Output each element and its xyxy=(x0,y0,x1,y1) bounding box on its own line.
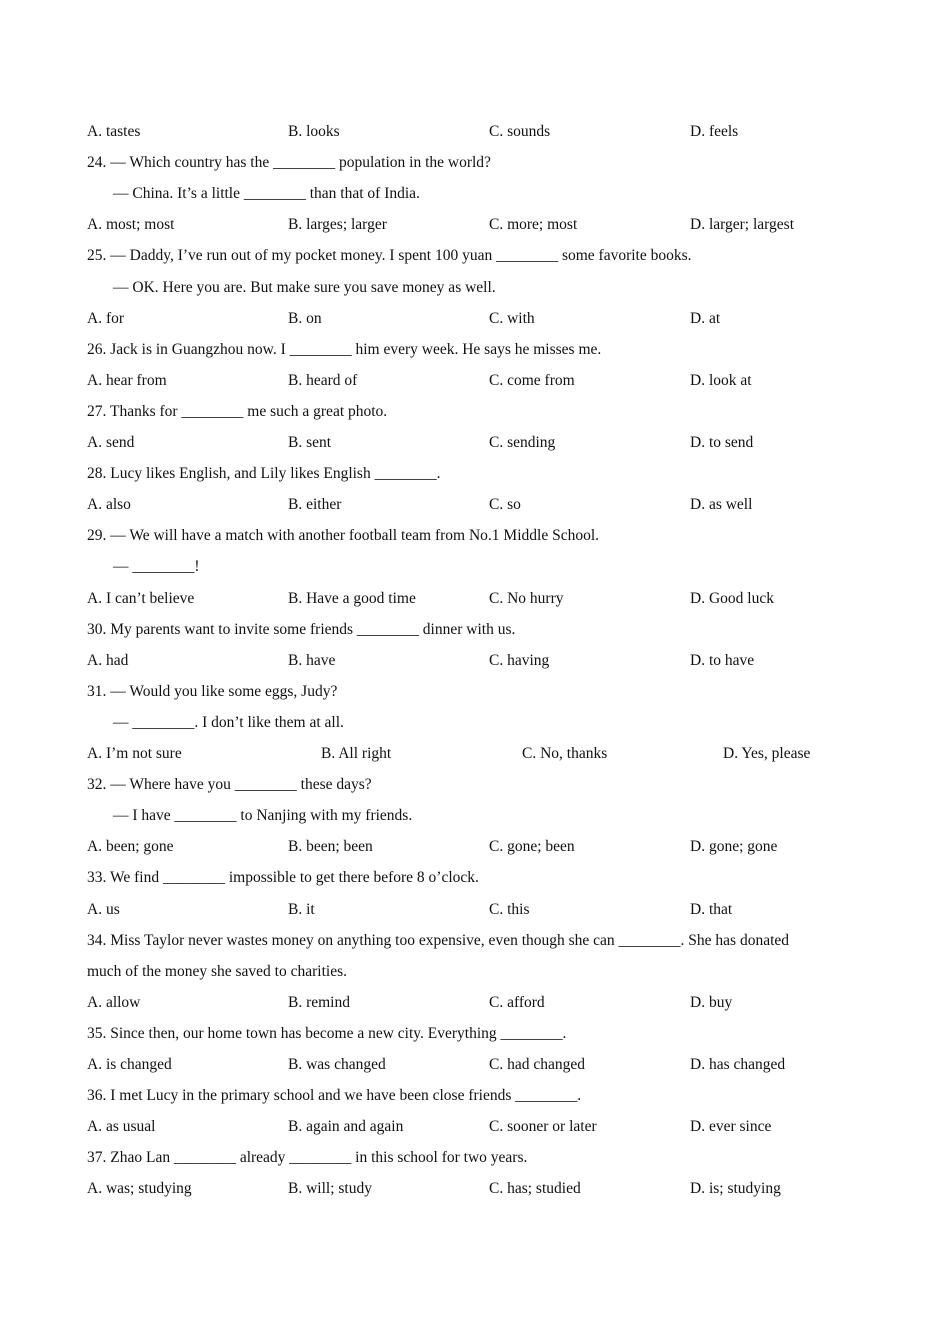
option-b: B. on xyxy=(288,310,322,327)
option-a: A. been; gone xyxy=(87,838,174,855)
option-c: C. more; most xyxy=(489,216,578,233)
question-text: 34. Miss Taylor never wastes money on anything too expensive, even though she can ________. She has donated xyxy=(87,932,790,949)
option-a: A. as usual xyxy=(87,1118,156,1135)
question-text: 32. — Where have you ________ these days? xyxy=(87,776,372,793)
question-text: 24. — Which country has the ________ population in the world? xyxy=(87,154,491,171)
question-text: 27. Thanks for ________ me such a great photo. xyxy=(87,403,388,420)
option-d: D. at xyxy=(690,310,721,327)
option-c: C. so xyxy=(489,496,521,513)
option-d: D. that xyxy=(690,901,733,918)
option-b: B. will; study xyxy=(288,1180,372,1197)
option-c: C. with xyxy=(489,310,535,327)
option-d: D. look at xyxy=(690,372,752,389)
option-d: D. to have xyxy=(690,652,755,669)
option-a: A. hear from xyxy=(87,372,167,389)
option-b: B. it xyxy=(288,901,315,918)
option-d: D. feels xyxy=(690,123,739,140)
option-b: B. have xyxy=(288,652,336,669)
option-b: B. Have a good time xyxy=(288,590,416,607)
question-text: 35. Since then, our home town has become a new city. Everything ________. xyxy=(87,1025,567,1042)
option-c: C. sounds xyxy=(489,123,551,140)
option-a: A. is changed xyxy=(87,1056,172,1073)
option-d: D. buy xyxy=(690,994,733,1011)
option-a: A. for xyxy=(87,310,125,327)
option-b: B. looks xyxy=(288,123,340,140)
question-text: 25. — Daddy, I’ve run out of my pocket money. I spent 100 yuan ________ some favorite books. xyxy=(87,247,692,264)
dialogue-reply: — China. It’s a little ________ than that of India. xyxy=(113,185,420,202)
option-c: C. come from xyxy=(489,372,575,389)
option-a: A. I can’t believe xyxy=(87,590,195,607)
option-c: C. has; studied xyxy=(489,1180,581,1197)
option-d: D. as well xyxy=(690,496,753,513)
option-d: D. larger; largest xyxy=(690,216,795,233)
option-c: C. gone; been xyxy=(489,838,575,855)
option-b: B. sent xyxy=(288,434,332,451)
option-c: C. No, thanks xyxy=(522,745,608,762)
question-text: 26. Jack is in Guangzhou now. I ________ him every week. He says he misses me. xyxy=(87,341,602,358)
option-c: C. sending xyxy=(489,434,556,451)
option-c: C. had changed xyxy=(489,1056,585,1073)
option-d: D. has changed xyxy=(690,1056,786,1073)
option-a: A. also xyxy=(87,496,131,513)
option-b: B. All right xyxy=(321,745,392,762)
question-text: 29. — We will have a match with another football team from No.1 Middle School. xyxy=(87,527,600,544)
option-b: B. was changed xyxy=(288,1056,386,1073)
option-a: A. was; studying xyxy=(87,1180,192,1197)
question-text: much of the money she saved to charities. xyxy=(87,963,347,980)
option-d: D. ever since xyxy=(690,1118,772,1135)
question-text: 37. Zhao Lan ________ already ________ in this school for two years. xyxy=(87,1149,528,1166)
option-b: B. again and again xyxy=(288,1118,404,1135)
option-a: A. allow xyxy=(87,994,141,1011)
option-d: D. gone; gone xyxy=(690,838,778,855)
option-c: C. No hurry xyxy=(489,590,564,607)
option-a: A. send xyxy=(87,434,135,451)
option-a: A. us xyxy=(87,901,120,918)
dialogue-reply: — OK. Here you are. But make sure you save money as well. xyxy=(113,279,496,296)
option-c: C. sooner or later xyxy=(489,1118,597,1135)
dialogue-reply: — ________. I don’t like them at all. xyxy=(113,714,344,731)
question-text: 30. My parents want to invite some friends ________ dinner with us. xyxy=(87,621,516,638)
option-c: C. afford xyxy=(489,994,545,1011)
option-c: C. this xyxy=(489,901,530,918)
question-text: 36. I met Lucy in the primary school and we have been close friends ________. xyxy=(87,1087,582,1104)
option-b: B. heard of xyxy=(288,372,358,389)
option-d: D. to send xyxy=(690,434,754,451)
option-a: A. tastes xyxy=(87,123,141,140)
option-d: D. Good luck xyxy=(690,590,774,607)
option-a: A. had xyxy=(87,652,129,669)
option-d: D. Yes, please xyxy=(723,745,811,762)
option-b: B. either xyxy=(288,496,342,513)
option-d: D. is; studying xyxy=(690,1180,781,1197)
option-b: B. larges; larger xyxy=(288,216,387,233)
option-b: B. remind xyxy=(288,994,350,1011)
question-text: 33. We find ________ impossible to get there before 8 o’clock. xyxy=(87,869,479,886)
question-text: 28. Lucy likes English, and Lily likes English ________. xyxy=(87,465,441,482)
option-b: B. been; been xyxy=(288,838,373,855)
dialogue-reply: — ________! xyxy=(113,558,200,575)
option-a: A. I’m not sure xyxy=(87,745,182,762)
option-a: A. most; most xyxy=(87,216,175,233)
option-c: C. having xyxy=(489,652,550,669)
dialogue-reply: — I have ________ to Nanjing with my friends. xyxy=(113,807,413,824)
question-text: 31. — Would you like some eggs, Judy? xyxy=(87,683,338,700)
